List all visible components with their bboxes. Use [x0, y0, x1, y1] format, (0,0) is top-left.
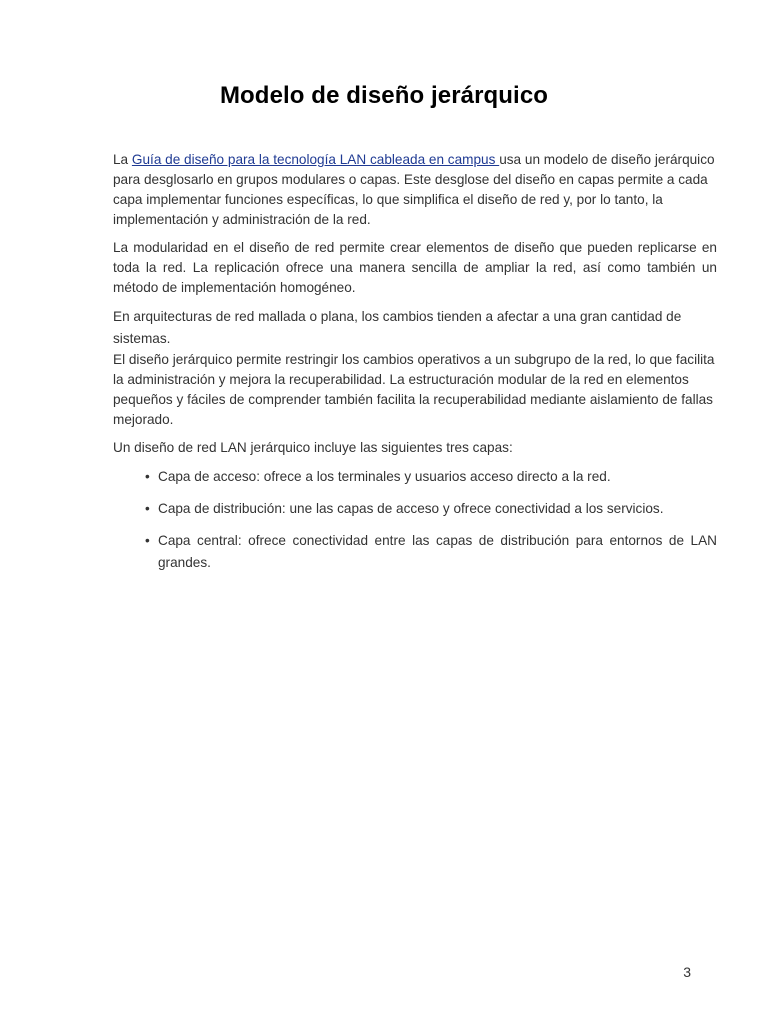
bullet-icon: • [145, 469, 150, 484]
list-item-text: Capa de acceso: ofrece a los terminales y usuarios acceso directo a la red. [158, 469, 611, 484]
page-title: Modelo de diseño jerárquico [219, 82, 549, 109]
paragraph-intro [113, 150, 717, 230]
document-body [113, 150, 717, 584]
list-item-distribution-layer [145, 498, 717, 520]
paragraph-hierarchical-benefits: El diseño jerárquico permite restringir los cambios operativos a un subgrupo de la red, lo que facilita la administración y mejora la recuperabilidad. La estructuración modular de la red en elementos pequeños y fáciles de comprender también facilita la recuperabilidad mediante aislamiento de fallas mejorado. [113, 352, 715, 427]
bullet-icon: • [145, 533, 150, 548]
campus-lan-guide-link[interactable]: Guía de diseño para la tecnología LAN cableada en campus [131, 152, 500, 167]
list-item-access-layer [145, 466, 717, 488]
layers-list [113, 466, 717, 574]
list-item-text: Capa central: ofrece conectividad entre las capas de distribución para entornos de LAN grandes. [158, 533, 717, 570]
paragraph-intro-suffix: usa un modelo de diseño jerárquico para desglosarlo en grupos modulares o capas. Este desglose del diseño en capas permite a cada capa implementar funciones específicas, lo que simplifica el diseño de red y, por lo tanto, la implementación y administración de la red. [113, 152, 715, 227]
paragraph-flat-networks: En arquitecturas de red mallada o plana, los cambios tienden a afectar a una gran cantidad de sistemas. [113, 309, 682, 346]
paragraph-intro-prefix: La [113, 152, 132, 167]
paragraph-modularity: La modularidad en el diseño de red permite crear elementos de diseño que pueden replicarse en toda la red. La replicación ofrece una manera sencilla de ampliar la red, así como también un método de implementación homogéneo. [113, 240, 717, 295]
page-number: 3 [683, 964, 691, 980]
list-item-core-layer [145, 530, 717, 574]
bullet-icon: • [145, 501, 150, 516]
paragraph-layers-intro: Un diseño de red LAN jerárquico incluye las siguientes tres capas: [113, 440, 513, 455]
list-item-text: Capa de distribución: une las capas de acceso y ofrece conectividad a los servicios. [158, 501, 664, 516]
